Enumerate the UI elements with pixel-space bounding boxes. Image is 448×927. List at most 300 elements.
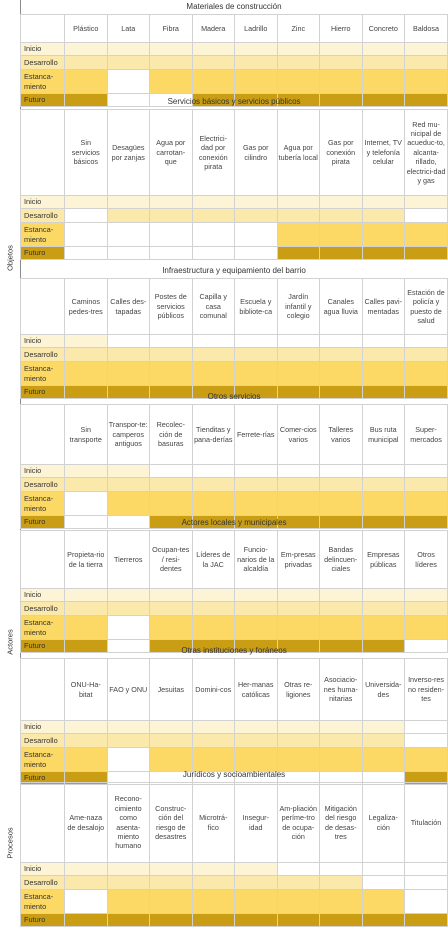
matrix-cell [320, 589, 363, 602]
matrix-cell [277, 43, 320, 56]
row-label: Desarrollo [21, 602, 65, 616]
matrix-cell [65, 602, 108, 616]
matrix-cell [277, 876, 320, 890]
matrix-cell [192, 890, 235, 914]
column-header: Titulación [405, 783, 448, 863]
matrix-cell [277, 616, 320, 640]
section-table [20, 390, 448, 529]
column-header: Tierreros [107, 531, 150, 589]
matrix-cell [150, 876, 193, 890]
matrix-cell [320, 335, 363, 348]
matrix-cell [235, 70, 278, 94]
matrix-cell [277, 247, 320, 260]
matrix-cell [320, 223, 363, 247]
matrix-cell [150, 209, 193, 223]
matrix-cell [235, 348, 278, 362]
matrix-cell [277, 492, 320, 516]
column-header: Electrici-dad por conexión pirata [192, 110, 235, 196]
matrix-cell [107, 348, 150, 362]
column-header: Comer-cios varios [277, 405, 320, 465]
matrix-cell [320, 734, 363, 748]
matrix-cell [277, 602, 320, 616]
matrix-cell [405, 43, 448, 56]
matrix-cell [65, 734, 108, 748]
column-header: Ladrillo [235, 15, 278, 43]
matrix-cell [405, 465, 448, 478]
matrix-cell [65, 223, 108, 247]
column-header: Plástico [65, 15, 108, 43]
side-label-text: Objetos [5, 245, 15, 271]
column-header: Líderes de la JAC [192, 531, 235, 589]
matrix-cell [192, 914, 235, 927]
column-header: Propieta-rio de la tierra [65, 531, 108, 589]
matrix-cell [107, 589, 150, 602]
side-group-label [0, 0, 21, 516]
matrix-cell [150, 478, 193, 492]
matrix-cell [107, 616, 150, 640]
matrix-cell [362, 734, 405, 748]
matrix-cell [65, 43, 108, 56]
matrix-cell [192, 209, 235, 223]
matrix-cell [107, 56, 150, 70]
matrix-cell [235, 209, 278, 223]
matrix-cell [107, 734, 150, 748]
row-label: Futuro [21, 914, 65, 927]
matrix-cell [277, 223, 320, 247]
matrix-cell [235, 602, 278, 616]
column-header: Agua por tubería local [277, 110, 320, 196]
matrix-cell [362, 223, 405, 247]
header-corner [21, 783, 65, 863]
matrix-cell [107, 465, 150, 478]
matrix-cell [65, 247, 108, 260]
section-table [20, 0, 448, 107]
column-header: Asociacio-nes huma-nitarias [320, 659, 363, 721]
matrix-cell [405, 589, 448, 602]
column-header: Recolec-ción de basuras [150, 405, 193, 465]
matrix-cell [65, 465, 108, 478]
matrix-cell [405, 602, 448, 616]
section-title: Actores locales y municipales [181, 518, 287, 528]
matrix-cell [235, 247, 278, 260]
matrix-cell [320, 348, 363, 362]
column-header: Madera [192, 15, 235, 43]
matrix-cell [107, 209, 150, 223]
matrix-cell [107, 196, 150, 209]
matrix-cell [65, 616, 108, 640]
row-label: Desarrollo [21, 348, 65, 362]
row-label: Futuro [21, 772, 65, 785]
matrix-cell [192, 56, 235, 70]
matrix-cell [320, 56, 363, 70]
matrix-cell [320, 492, 363, 516]
matrix-cell [405, 734, 448, 748]
matrix-cell [65, 863, 108, 876]
matrix-cell [362, 196, 405, 209]
matrix-cell [362, 890, 405, 914]
header-corner [21, 531, 65, 589]
matrix-cell [320, 478, 363, 492]
matrix-cell [320, 863, 363, 876]
row-label: Futuro [21, 386, 65, 399]
row-label: Inicio [21, 721, 65, 734]
column-header: Otras re-ligiones [277, 659, 320, 721]
matrix-cell [192, 70, 235, 94]
matrix-cell [235, 890, 278, 914]
column-header: Hierro [320, 15, 363, 43]
matrix-cell [405, 56, 448, 70]
column-header: Microtrá-fico [192, 783, 235, 863]
section-title: Jurídicos y socioambientales [182, 770, 286, 780]
matrix-cell [277, 863, 320, 876]
section-title: Otros servicios [207, 392, 261, 402]
column-header: Escuela y bibliote-ca [235, 279, 278, 335]
matrix-cell [150, 863, 193, 876]
column-header: Concreto [362, 15, 405, 43]
matrix-cell [320, 43, 363, 56]
matrix-cell [65, 890, 108, 914]
matrix-cell [277, 348, 320, 362]
matrix-cell [65, 348, 108, 362]
matrix-cell [362, 70, 405, 94]
side-group-label [0, 516, 21, 768]
matrix-cell [107, 223, 150, 247]
column-header: ONU-Ha-bitat [65, 659, 108, 721]
matrix-cell [405, 478, 448, 492]
row-label: Inicio [21, 335, 65, 348]
matrix-cell [192, 43, 235, 56]
matrix-cell [65, 914, 108, 927]
matrix-cell [192, 616, 235, 640]
matrix-cell [277, 465, 320, 478]
column-header: Insegur-idad [235, 783, 278, 863]
section-table [20, 768, 448, 927]
matrix-cell [320, 914, 363, 927]
matrix-cell [107, 335, 150, 348]
column-header: Jesuitas [150, 659, 193, 721]
column-header: Ferrete-rías [235, 405, 278, 465]
matrix-cell [192, 602, 235, 616]
matrix-cell [150, 492, 193, 516]
column-header: FAO y ONU [107, 659, 150, 721]
matrix-cell [150, 43, 193, 56]
matrix-cell [65, 721, 108, 734]
column-header: Agua por carrotan-que [150, 110, 193, 196]
matrix-cell [320, 196, 363, 209]
matrix-cell [65, 478, 108, 492]
matrix-cell [405, 247, 448, 260]
matrix-cell [235, 721, 278, 734]
column-header: Inverso-res no residen-tes [405, 659, 448, 721]
matrix-cell [192, 465, 235, 478]
matrix-cell [192, 863, 235, 876]
matrix-cell [277, 890, 320, 914]
matrix-cell [235, 56, 278, 70]
column-header: Recono-cimiento como asenta-miento humano [107, 783, 150, 863]
matrix-cell [277, 914, 320, 927]
matrix-cell [362, 721, 405, 734]
section-title: Infraestructura y equipamiento del barrio [162, 266, 306, 276]
row-label: Estanca- miento [21, 748, 65, 772]
matrix-cell [277, 721, 320, 734]
matrix-cell [107, 721, 150, 734]
matrix-cell [150, 914, 193, 927]
column-header: Desagües por zanjas [107, 110, 150, 196]
column-header: Legaliza-ción [362, 783, 405, 863]
matrix-cell [277, 478, 320, 492]
matrix-cell [405, 616, 448, 640]
matrix-cell [65, 876, 108, 890]
matrix-cell [65, 196, 108, 209]
section-table [20, 264, 448, 399]
matrix-cell [150, 890, 193, 914]
matrix-cell [277, 589, 320, 602]
matrix-cell [277, 362, 320, 386]
matrix-cell [235, 335, 278, 348]
matrix-cell [192, 335, 235, 348]
column-header: Lata [107, 15, 150, 43]
matrix-cell [362, 602, 405, 616]
matrix-cell [320, 70, 363, 94]
column-header: Ocupan-tes / resi-dentes [150, 531, 193, 589]
matrix-cell [107, 876, 150, 890]
column-header: Am-pliación períme-tro de ocupa-ción [277, 783, 320, 863]
matrix-cell [150, 465, 193, 478]
matrix-cell [150, 335, 193, 348]
matrix-cell [320, 616, 363, 640]
column-header: Mitigación del riesgo de desas-tres [320, 783, 363, 863]
matrix-cell [65, 335, 108, 348]
row-label: Desarrollo [21, 876, 65, 890]
matrix-cell [362, 876, 405, 890]
matrix-cell [107, 247, 150, 260]
matrix-cell [235, 863, 278, 876]
column-header: Calles pavi-mentadas [362, 279, 405, 335]
matrix-cell [277, 70, 320, 94]
column-header: Postes de servicios públicos [150, 279, 193, 335]
matrix-cell [320, 209, 363, 223]
matrix-cell [235, 616, 278, 640]
matrix-cell [150, 589, 193, 602]
section-title: Materiales de construcción [186, 2, 282, 12]
matrix-cell [277, 209, 320, 223]
matrix-cell [405, 335, 448, 348]
matrix-cell [65, 589, 108, 602]
matrix-cell [107, 492, 150, 516]
matrix-cell [150, 734, 193, 748]
column-header: Red mu-nicipal de acueduc-to, alcanta-rillado, electrici-dad y gas [405, 110, 448, 196]
matrix-cell [362, 492, 405, 516]
column-header: Domini-cos [192, 659, 235, 721]
matrix-cell [235, 478, 278, 492]
matrix-cell [362, 465, 405, 478]
column-header: Bus ruta municipal [362, 405, 405, 465]
column-header: Jardín infantil y colegio [277, 279, 320, 335]
column-header: Universida-des [362, 659, 405, 721]
row-label: Estanca- miento [21, 890, 65, 914]
section-table [20, 644, 448, 785]
matrix-cell [150, 616, 193, 640]
matrix-cell [277, 56, 320, 70]
column-header: Fibra [150, 15, 193, 43]
row-label: Estanca- miento [21, 223, 65, 247]
matrix-cell [405, 70, 448, 94]
row-label: Estanca- miento [21, 492, 65, 516]
matrix-cell [107, 890, 150, 914]
row-label: Inicio [21, 465, 65, 478]
matrix-cell [150, 70, 193, 94]
section-table [20, 516, 448, 653]
matrix-cell [362, 589, 405, 602]
row-label: Inicio [21, 589, 65, 602]
column-header: Tienditas y pana-derías [192, 405, 235, 465]
matrix-cell [362, 348, 405, 362]
row-label: Desarrollo [21, 478, 65, 492]
matrix-cell [405, 890, 448, 914]
matrix-cell [362, 335, 405, 348]
column-header: Capilla y casa comunal [192, 279, 235, 335]
matrix-cell [107, 478, 150, 492]
row-label: Futuro [21, 94, 65, 107]
matrix-cell [235, 589, 278, 602]
matrix-cell [107, 70, 150, 94]
matrix-cell [192, 247, 235, 260]
matrix-cell [362, 863, 405, 876]
column-header: Canales agua lluvia [320, 279, 363, 335]
matrix-cell [362, 209, 405, 223]
row-label: Estanca- miento [21, 616, 65, 640]
matrix-cell [150, 721, 193, 734]
matrix-cell [320, 247, 363, 260]
matrix-cell [192, 223, 235, 247]
header-corner [21, 15, 65, 43]
matrix-cell [107, 602, 150, 616]
matrix-cell [192, 492, 235, 516]
header-corner [21, 110, 65, 196]
matrix-cell [235, 223, 278, 247]
column-header: Em-presas privadas [277, 531, 320, 589]
matrix-cell [65, 362, 108, 386]
column-header: Funcio-narios de la alcaldía [235, 531, 278, 589]
column-header: Zinc [277, 15, 320, 43]
matrix-cell [320, 602, 363, 616]
row-label: Desarrollo [21, 209, 65, 223]
matrix-cell [320, 890, 363, 914]
matrix-cell [235, 196, 278, 209]
section-title: Servicios básicos y servicios públicos [167, 97, 301, 107]
row-label: Estanca- miento [21, 362, 65, 386]
matrix-cell [405, 362, 448, 386]
matrix-cell [235, 465, 278, 478]
matrix-cell [405, 196, 448, 209]
row-label: Futuro [21, 640, 65, 653]
row-label: Inicio [21, 863, 65, 876]
matrix-cell [65, 56, 108, 70]
column-header: Talleres varios [320, 405, 363, 465]
row-label: Desarrollo [21, 734, 65, 748]
matrix-cell [150, 362, 193, 386]
matrix-cell [405, 223, 448, 247]
matrix-cell [65, 209, 108, 223]
column-header: Bandas delincuen-ciales [320, 531, 363, 589]
column-header: Gas por cilindro [235, 110, 278, 196]
matrix-cell [150, 56, 193, 70]
matrix-cell [150, 223, 193, 247]
matrix-cell [150, 247, 193, 260]
matrix-cell [405, 914, 448, 927]
column-header: Calles des-tapadas [107, 279, 150, 335]
matrix-cell [362, 362, 405, 386]
matrix-cell [192, 734, 235, 748]
matrix-cell [235, 734, 278, 748]
matrix-cell [405, 863, 448, 876]
column-header: Sin transporte [65, 405, 108, 465]
matrix-cell [235, 362, 278, 386]
matrix-cell [192, 362, 235, 386]
matrix-cell [362, 914, 405, 927]
column-header: Her-manas católicas [235, 659, 278, 721]
matrix-cell [277, 335, 320, 348]
section-table [20, 95, 448, 260]
row-label: Estanca- miento [21, 70, 65, 94]
column-header: Super-mercados [405, 405, 448, 465]
column-header: Ame-naza de desalojo [65, 783, 108, 863]
matrix-cell [320, 876, 363, 890]
column-header: Construc-ción del riesgo de desastres [150, 783, 193, 863]
matrix-cell [235, 914, 278, 927]
column-header: Internet, TV y telefonía celular [362, 110, 405, 196]
column-header: Gas por conexión pirata [320, 110, 363, 196]
row-label: Desarrollo [21, 56, 65, 70]
matrix-cell [405, 876, 448, 890]
matrix-cell [192, 876, 235, 890]
matrix-cell [192, 478, 235, 492]
matrix-cell [192, 721, 235, 734]
header-corner [21, 659, 65, 721]
column-header: Transpor-te: camperos antiguos [107, 405, 150, 465]
row-label: Inicio [21, 43, 65, 56]
matrix-cell [65, 492, 108, 516]
matrix-cell [362, 616, 405, 640]
matrix-cell [150, 602, 193, 616]
matrix-cell [192, 196, 235, 209]
side-label-text: Procesos [5, 827, 15, 859]
matrix-cell [362, 56, 405, 70]
section-title: Otras instituciones y foráneos [181, 646, 287, 656]
matrix-cell [150, 196, 193, 209]
matrix-cell [320, 721, 363, 734]
column-header: Otros líderes [405, 531, 448, 589]
matrix-cell [235, 492, 278, 516]
matrix-cell [320, 465, 363, 478]
matrix-cell [405, 492, 448, 516]
matrix-cell [235, 43, 278, 56]
column-header: Empresas públicas [362, 531, 405, 589]
matrix-cell [107, 863, 150, 876]
matrix-cell [320, 362, 363, 386]
matrix-cell [362, 247, 405, 260]
matrix-cell [405, 721, 448, 734]
matrix-cell [107, 362, 150, 386]
row-label: Futuro [21, 247, 65, 260]
matrix-cell [362, 43, 405, 56]
matrix-cell [65, 70, 108, 94]
matrix-cell [192, 589, 235, 602]
matrix-cell [107, 914, 150, 927]
matrix-cell [235, 876, 278, 890]
column-header: Caminos pedes-tres [65, 279, 108, 335]
matrix-cell [277, 196, 320, 209]
